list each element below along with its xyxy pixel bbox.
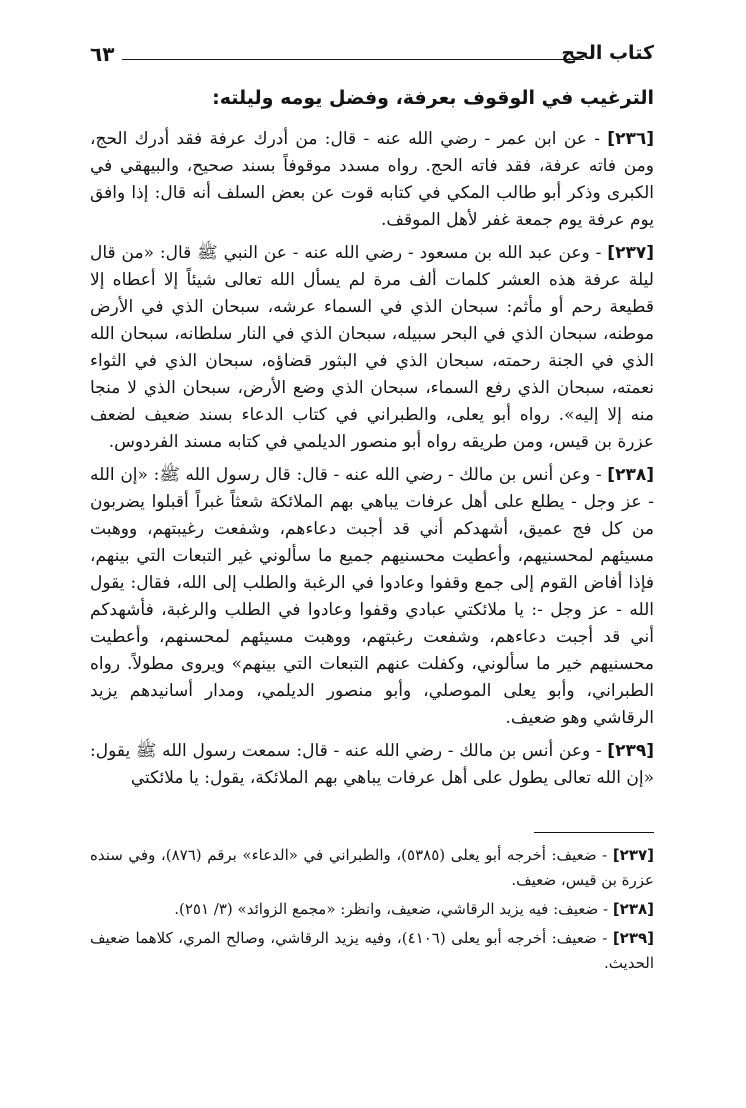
hadith-number: [٢٣٩] <box>607 741 654 761</box>
footnote-item <box>90 843 654 893</box>
running-title: كتاب الحج <box>561 42 654 64</box>
hadith-text: - وعن أنس بن مالك - رضي الله عنه - قال: قال رسول الله ﷺ: «إن الله - عز وجل - يطلع على أهل عرفات يباهي بهم الملائكة شعثاً غبراً أقبلوا يضربون من كل فج عميق، أشهدكم أني قد أجبت دعاءهم، وشفعت رغيبتهم، ووهبت مسيئهم لمحسنيهم، وأعطيت محسنيهم جميع ما سألوني غير التبعات التي بينهم، فإذا أفاض القوم إلى جمع وقفوا وعادوا في الرغبة والطلب إلى الله، فقال: يقول الله - عز وجل -: يا ملائكتي عبادي وقفوا وعادوا في الطلب والرغبة، فأشهدكم أني قد أجبت دعاءهم، وشفعت رغبتهم، ووهبت مسيئهم لمحسنهم، وأعطيت محسنيهم خير ما سألوني، وكفلت عنهم التبعات التي بينهم» ويروى مطولاً. رواه الطبراني، وأبو يعلى الموصلي، وأبو منصور الديلمي، ومدار أسانيدهم يزيد الرقاشي وهو ضعيف. <box>90 465 654 728</box>
hadith-paragraph <box>90 240 654 456</box>
section-title: الترغيب في الوقوف بعرفة، وفضل يومه وليلته: <box>212 87 654 109</box>
footnote-text: - ضعيف: أخرجه أبو يعلى (٤١٠٦)، وفيه يزيد الرقاشي، وصالح المري، كلاهما ضعيف الحديث. <box>90 929 654 972</box>
main-text <box>90 84 654 792</box>
hadith-number: [٢٣٨] <box>607 465 654 485</box>
hadith-number: [٢٣٧] <box>607 243 654 263</box>
hadith-text: - وعن أنس بن مالك - رضي الله عنه - قال: سمعت رسول الله ﷺ يقول: «إن الله تعالى يطول على أهل عرفات يباهي بهم الملائكة، يقول: يا ملائكتي <box>90 741 654 788</box>
hadith-paragraph <box>90 462 654 732</box>
footnote-number: [٢٣٨] <box>612 900 654 918</box>
hadith-number: [٢٣٦] <box>607 129 654 149</box>
footnote-text: - ضعيف: أخرجه أبو يعلى (٥٣٨٥)، والطبراني في «الدعاء» برقم (٨٧٦)، وفي سنده عزرة بن قيس، ضعيف. <box>90 846 654 889</box>
header-rule <box>122 59 584 60</box>
footnote-number: [٢٣٧] <box>612 846 654 864</box>
hadith-text: - عن ابن عمر - رضي الله عنه - قال: من أدرك عرفة فقد أدرك الحج، ومن فاته عرفة، فقد فاته الحج. رواه مسدد موقوفاً بسند صحيح، والبيهقي في الكبرى وذكر أبو طالب المكي في كتابه قوت عن بعض السلف أنه قال: إذا وافق يوم عرفة يوم جمعة غفر لأهل الموقف. <box>90 129 654 230</box>
hadith-paragraph <box>90 738 654 792</box>
hadith-text: - وعن عبد الله بن مسعود - رضي الله عنه - عن النبي ﷺ قال: «من قال ليلة عرفة هذه العشر كلمات ألف مرة لم يسأل الله تعالى شيئاً إلا أعطاه إلا قطيعة رحم أو مأثم: سبحان الذي في السماء عرشه، سبحان الذي في الأرض موطنه، سبحان الذي في البحر سبيله، سبحان الذي في النار سلطانه، سبحان الله الذي في الجنة رحمته، سبحان الذي في البثور قضاؤه، سبحان الذي في الثواء نعمته، سبحان الذي رفع السماء، سبحان الذي وضع الأرض، سبحان الذي لا منجا منه إلا إليه». رواه أبو يعلى، والطبراني في كتاب الدعاء بسند ضعيف لضعف عزرة بن قيس، ومن طريقه رواه أبو منصور الديلمي في كتابه مسند الفردوس. <box>90 243 654 452</box>
footnote-item <box>90 926 654 976</box>
footnotes <box>90 843 654 976</box>
page-number: ٦٣ <box>90 42 115 66</box>
hadith-paragraph <box>90 126 654 234</box>
page-header <box>90 40 654 70</box>
footnote-number: [٢٣٩] <box>612 929 654 947</box>
footnote-item <box>90 897 654 922</box>
footnote-separator <box>534 832 654 833</box>
footnote-text: - ضعيف: فيه يزيد الرقاشي، ضعيف، وانظر: «مجمع الزوائد» (٣/ ٢٥١). <box>174 900 613 918</box>
